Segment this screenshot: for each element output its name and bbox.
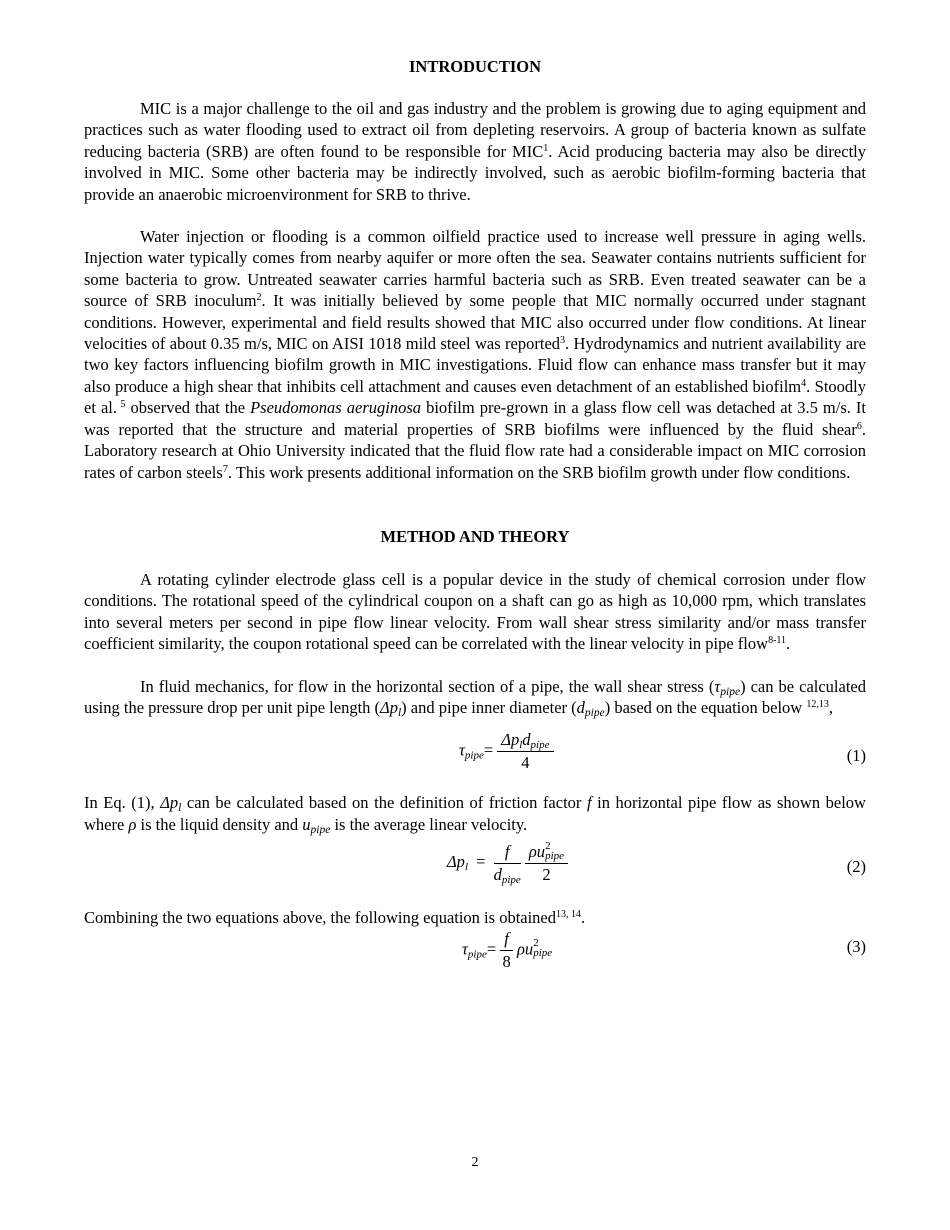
symbol-delta-p: Δp: [501, 730, 520, 750]
citation-ref: 12,13: [806, 698, 829, 710]
text-span: in horizontal pipe flow as shown below where: [84, 793, 866, 834]
text-span: can be calculated based on the definition of friction factor: [181, 793, 587, 813]
fraction: [497, 730, 553, 773]
subscript: l: [397, 706, 402, 719]
subscript: pipe: [545, 850, 565, 863]
numerator: [500, 929, 513, 951]
text-span: In Eq. (1),: [84, 793, 161, 813]
citation-ref: 6: [856, 420, 862, 432]
intro-paragraph-1: [84, 98, 866, 205]
denominator: 2: [542, 865, 551, 885]
subscript: pipe: [501, 873, 521, 886]
symbol-tau: τ: [459, 740, 465, 760]
subscript: pipe: [584, 706, 605, 719]
section-heading-method: METHOD AND THEORY: [380, 526, 570, 546]
equals-sign: =: [486, 938, 497, 958]
text-span: In fluid mechanics, for flow in the horizontal section of a pipe, the wall shear stress (: [140, 676, 715, 696]
page-number: 2: [471, 1155, 479, 1170]
text-span: Combining the two equations above, the following equation is obtained: [84, 908, 557, 928]
text-span: ) can be calculated using the pressure drop per unit pipe length (: [84, 676, 866, 717]
superscript: 2: [545, 840, 551, 853]
symbol-u: u: [302, 814, 311, 834]
text-span: is the liquid density and: [136, 814, 303, 834]
text-span: . Acid producing bacteria may also be directly involved in MIC. Some other bacteria may be indirectly involved, such as aerobic biofilm-forming bacteria that provide an anaerobic microenvironment for SRB to thrive.: [84, 141, 866, 204]
symbol-f: f: [586, 793, 592, 813]
method-paragraph-2: [84, 676, 866, 719]
text-span: . Laboratory research at Ohio University indicated that the fluid flow rate had a considerable impact on MIC corrosion rates of carbon steels: [84, 419, 866, 482]
numerator: [497, 730, 553, 752]
symbol-f: f: [504, 841, 510, 861]
method-paragraph-3: [84, 792, 866, 835]
equals-sign: =: [483, 740, 494, 760]
symbol-delta-p: Δp: [447, 851, 465, 871]
subscript: l: [178, 802, 182, 815]
symbol-f: f: [504, 928, 509, 948]
citation-ref: 8-11: [768, 635, 787, 647]
text-span: . This work presents additional information on the SRB biofilm growth under flow conditions.: [227, 462, 851, 482]
symbol-delta-p: Δp: [380, 697, 398, 717]
equation-number: (3): [846, 936, 866, 956]
text-span: . Stoodly et al.: [84, 376, 866, 418]
equation-1: [84, 726, 866, 792]
denominator: [494, 864, 521, 885]
symbol-delta-p: Δp: [160, 793, 179, 813]
text-span: .: [786, 634, 791, 654]
citation-ref: 13, 14: [556, 909, 582, 921]
species-name: Pseudomonas aeruginosa: [250, 398, 422, 418]
symbol-rho: ρ: [128, 814, 137, 834]
equation-1-body: [459, 730, 554, 773]
symbol-d: d: [522, 730, 531, 750]
text-span: MIC is a major challenge to the oil and gas industry and the problem is growing due to aging equipment and practices such as water flooding used to extract oil from depleting reservoirs. A group of bacteria known as sulfate reducing bacteria (SRB) are often found to be responsible for MIC: [84, 99, 866, 161]
method-paragraph-1: [84, 569, 866, 655]
citation-ref: 2: [256, 292, 262, 304]
text-span: .: [581, 908, 586, 928]
text-span: A rotating cylinder electrode glass cell is a popular device in the study of chemical corrosion under flow conditions. The rotational speed of the cylindrical coupon on a shaft can go as high as 10,000 rpm, which translates into several meters per second in pipe flow linear velocity. From wall shear stress similarity and/or mass transfer coefficient similarity, the coupon rotational speed can be correlated with the linear velocity in pipe flow: [84, 569, 866, 654]
fraction-f-over-8: [500, 929, 513, 972]
citation-ref: 1: [543, 142, 549, 154]
subscript: pipe: [720, 685, 741, 698]
denominator: 4: [521, 753, 530, 773]
numerator: [525, 841, 568, 864]
numerator: [494, 842, 521, 864]
subscript: pipe: [467, 947, 487, 960]
subscript: l: [464, 860, 468, 873]
method-paragraph-4: [84, 907, 866, 928]
citation-ref: 3: [560, 335, 566, 347]
denominator: 8: [502, 951, 511, 971]
symbol-d: d: [576, 697, 585, 717]
equation-3: [84, 929, 866, 979]
equation-3-body: [462, 929, 552, 972]
text-span: Water injection or flooding is a common oilfield practice used to increase well pressure in aging wells. Injection water typically comes from nearby aquifer or more often the sea. Seawater contains nutrients sufficient for some bacteria to grow. Untreated seawater carries harmful bacteria such as SRB. Even treated seawater can be a source of SRB inoculum: [84, 227, 866, 311]
citation-ref: 5: [117, 399, 126, 411]
subscript: pipe: [464, 749, 484, 762]
text-span: . It was initially believed by some people that MIC normally occurred under stagnant conditions. However, experimental and field results showed that MIC also occurred under flow conditions. At linear velocities of about 0.35 m/s, MIC on AISI 1018 mild steel was reported: [84, 291, 866, 354]
citation-ref: 7: [222, 463, 228, 475]
text-span: ,: [828, 697, 833, 717]
intro-paragraph-2: [84, 226, 866, 483]
text-span: ) based on the equation below: [604, 697, 807, 717]
equation-2-body: [447, 841, 568, 885]
citation-ref: 4: [801, 377, 807, 389]
text-span: biofilm pre-grown in a glass flow cell was detached at 3.5 m/s. It was reported that the structure and material properties of SRB biofilms were influenced by the fluid shear: [84, 398, 866, 439]
symbol-tau: τ: [462, 938, 468, 958]
equals-sign: =: [476, 851, 486, 871]
subscript: l: [519, 739, 523, 752]
text-span: observed that the: [125, 398, 251, 418]
symbol-rho-u: ρu: [517, 938, 534, 958]
superscript: 2: [533, 936, 539, 949]
subscript: pipe: [530, 739, 550, 752]
fraction-rho-u-sq-over-2: [525, 841, 568, 885]
section-heading-introduction: INTRODUCTION: [408, 57, 542, 76]
text-span: ) and pipe inner diameter (: [401, 697, 577, 717]
subscript: pipe: [310, 823, 331, 836]
text-span: . Hydrodynamics and nutrient availability are two key factors influencing biofilm growth in MIC investigations. Fluid flow can enhance mass transfer but it may also produce a high shear that inhibits cell attachment and causes even detachment of an established biofilm: [84, 334, 866, 396]
symbol-tau: τ: [714, 676, 721, 696]
equation-number: (2): [846, 857, 866, 877]
subscript: pipe: [533, 946, 553, 959]
symbol-d: d: [493, 864, 502, 884]
fraction-f-over-d: [494, 842, 521, 885]
equation-2: [84, 835, 866, 907]
text-span: is the average linear velocity.: [330, 814, 528, 834]
equation-number: (1): [846, 746, 866, 766]
document-page: [84, 56, 866, 979]
symbol-rho-u: ρu: [528, 842, 546, 862]
